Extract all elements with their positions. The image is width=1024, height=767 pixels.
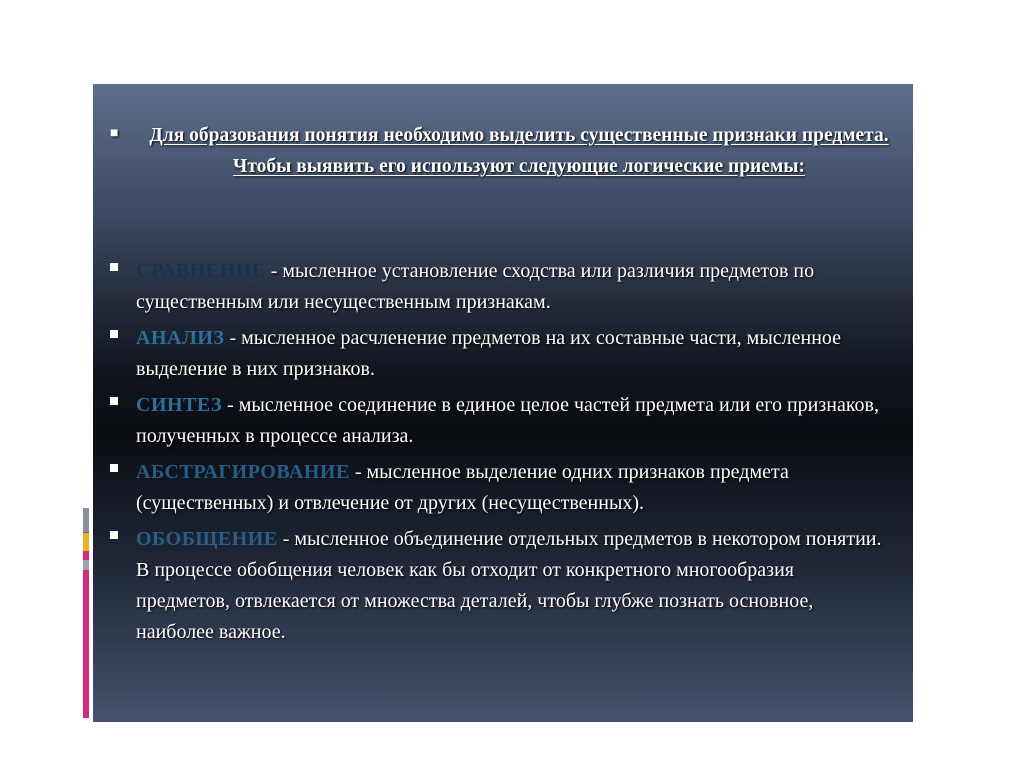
list-item [110,524,890,648]
accent-bar-yellow [83,533,89,551]
term-label: СРАВНЕНИЕ [136,260,266,282]
decorative-bars [73,146,93,196]
decorative-bar [88,146,93,196]
list-item [110,390,890,452]
bullet-icon: ■ [110,126,119,141]
bullet-icon [110,397,118,405]
list-item [110,256,890,318]
term-label: ОБОБЩЕНИЕ [136,528,278,550]
decorative-bar [77,146,80,196]
bullet-icon [110,263,118,271]
term-description: - мысленное выделение одних признаков предмета (существенных) и отвлечение от других (несущественных). [136,461,789,514]
decorative-bar [82,146,87,196]
list-item [110,457,890,519]
term-description: - мысленное объединение отдельных предметов в некотором понятии. В процессе обобщения человек как бы отходит от конкретного многообразия предметов, отвлекается от множества деталей, чтобы глубже познать основное, наиболее важное. [136,528,882,643]
technique-list [110,256,890,653]
term-description: - мысленное установление сходства или различия предметов по существенным или несущественным признакам. [136,260,815,313]
heading-text: Для образования понятия необходимо выделить существенные признаки предмета. Чтобы выявить его используют следующие логические приемы: [149,125,889,177]
term-label: АБСТРАГИРОВАНИЕ [136,461,350,483]
accent-bar-gray-small [83,560,89,570]
term-label: АНАЛИЗ [136,327,225,349]
bullet-icon [110,464,118,472]
bullet-icon [110,531,118,539]
accent-bar-gray [83,508,89,532]
term-label: СИНТЕЗ [136,394,223,416]
bullet-icon [110,330,118,338]
list-item [110,323,890,385]
term-description: - мысленное соединение в единое целое частей предмета или его признаков, полученных в процессе анализа. [136,394,879,447]
slide-heading [110,120,900,182]
term-description: - мысленное расчленение предметов на их составные части, мысленное выделение в них признаков. [136,327,842,380]
